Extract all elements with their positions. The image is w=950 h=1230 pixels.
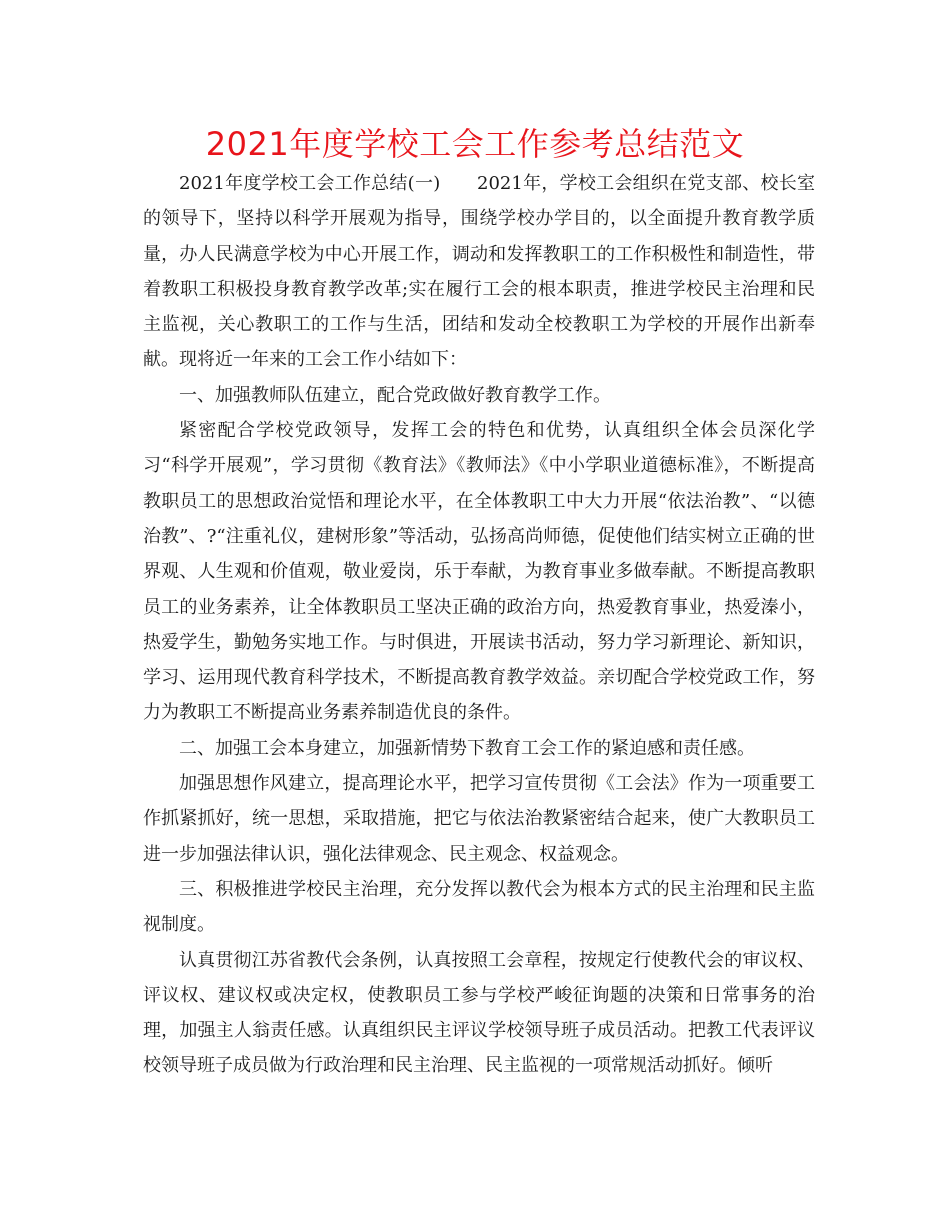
paragraph-section-2: 加强思想作风建立，提高理论水平，把学习宣传贯彻《工会法》作为一项重要工作抓紧抓好，统一思想，采取措施，把它与依法治教紧密结合起来，使广大教职员工进一步加强法律认识，强化法律观念、民主观念、权益观念。 (143, 773, 815, 865)
document-title: 2021年度学校工会工作参考总结范文 (205, 125, 745, 163)
document-body (143, 166, 815, 1084)
paragraph-section-3: 认真贯彻江苏省教代会条例，认真按照工会章程，按规定行使教代会的审议权、评议权、建议权或决定权，使教职员工参与学校严峻征询题的决策和日常事务的治理，加强主人翁责任感。认真组织民主评议学校领导班子成员活动。把教工代表评议校领导班子成员做为行政治理和民主治理、民主监视的一项常规活动抓好。倾听 (143, 949, 815, 1077)
paragraph-section-1: 紧密配合学校党政领导，发挥工会的特色和优势，认真组织全体会员深化学习“科学开展观”，学习贯彻《教育法》《教师法》《中小学职业道德标准》，不断提高教职员工的思想政治觉悟和理论水平，在全体教职工中大力开展“依法治教”、“以德治教”、?“注重礼仪，建树形象”等活动，弘扬高尚师德，促使他们结实树立正确的世界观、人生观和价值观，敬业爱岗，乐于奉献，为教育事业多做奉献。不断提高教职员工的业务素养，让全体教职员工坚决正确的政治方向，热爱教育事业，热爱溱小，热爱学生，勤勉务实地工作。与时俱进，开展读书活动，努力学习新理论、新知识，学习、运用现代教育科学技术，不断提高教育教学效益。亲切配合学校党政工作，努力为教职工不断提高业务素养制造优良的条件。 (143, 420, 815, 724)
section-heading-2: 二、加强工会本身建立，加强新情势下教育工会工作的紧迫感和责任感。 (179, 737, 755, 759)
paragraph-intro: 2021年度学校工会工作总结(一) 2021年，学校工会组织在党支部、校长室的领导下，坚持以科学开展观为指导，围绕学校办学目的，以全面提升教育教学质量，办人民满意学校为中心开展工作，调动和发挥教职工的工作积极性和制造性，带着教职工积极投身教育教学改革;实在履行工会的根本职责，推进学校民主治理和民主监视，关心教职工的工作与生活，团结和发动全校教职工为学校的开展作出新奉献。现将近一年来的工会工作小结如下： (143, 173, 815, 371)
section-heading-1: 一、加强教师队伍建立，配合党政做好教育教学工作。 (179, 384, 611, 406)
section-heading-3: 三、积极推进学校民主治理，充分发挥以教代会为根本方式的民主治理和民主监视制度。 (143, 878, 815, 936)
